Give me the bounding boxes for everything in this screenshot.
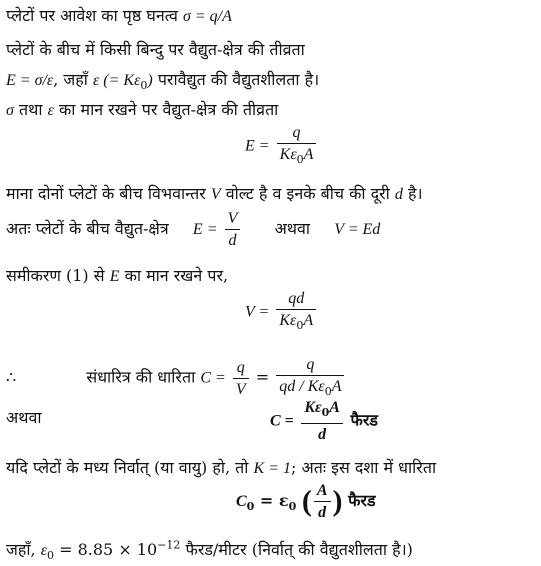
math: E = σ/ε xyxy=(6,72,54,89)
text: है। xyxy=(408,184,423,203)
math: V = Ed xyxy=(334,221,381,238)
denominator: V xyxy=(235,380,246,398)
fraction xyxy=(301,397,343,445)
numerator: V xyxy=(227,210,238,227)
value: = 8.85 × 10 xyxy=(59,540,158,559)
line-6 xyxy=(6,182,423,204)
lhs: E = xyxy=(245,137,270,155)
text: तथा xyxy=(18,100,43,119)
subscript: 0 xyxy=(321,406,330,420)
equals: = xyxy=(255,367,270,387)
equation-e-field xyxy=(245,122,318,170)
line-8 xyxy=(6,264,228,286)
denominator-tail: A xyxy=(303,312,314,329)
denominator-tail: A xyxy=(303,146,314,163)
line-10 xyxy=(6,354,346,402)
subscript: 0 xyxy=(140,79,148,93)
text: का मान रखने पर वैद्युत-क्षेत्र की तीव्रता xyxy=(58,100,279,119)
fraction-2 xyxy=(276,354,344,402)
numerator: q xyxy=(292,124,301,141)
denominator: Kε xyxy=(279,312,297,329)
equation-capacitance xyxy=(270,397,378,445)
lhs: C = xyxy=(200,369,226,387)
denominator-tail: A xyxy=(331,378,342,395)
text: प्लेटों पर आवेश का पृष्ठ घनत्व xyxy=(6,6,178,25)
lhs: E = xyxy=(192,221,218,238)
unit: फैरड xyxy=(350,410,378,430)
math: K = 1 xyxy=(253,460,291,477)
line-7 xyxy=(6,208,380,251)
text: ; अतः इस दशा में धारिता xyxy=(291,458,437,477)
math: σ = q/A xyxy=(182,8,232,25)
text: का मान रखने पर, xyxy=(124,266,229,285)
subscript: 0 xyxy=(246,500,255,514)
text: यदि प्लेटों के मध्य निर्वात् (या वायु) हो, तो xyxy=(6,458,249,477)
exponent: −12 xyxy=(157,538,181,552)
lhs: C xyxy=(236,493,247,510)
denominator: d xyxy=(318,426,327,444)
math: d xyxy=(394,186,403,203)
subscript: 0 xyxy=(296,153,304,167)
denominator: qd / Kε xyxy=(279,378,325,395)
text: फैरड/मीटर (निर्वात् की वैद्युतशीलता है।) xyxy=(185,540,413,559)
subscript: 0 xyxy=(324,385,332,399)
math: σ xyxy=(6,102,14,119)
math: ε xyxy=(47,102,54,119)
fraction xyxy=(314,480,331,523)
text: अतः प्लेटों के बीच वैद्युत-क्षेत्र xyxy=(6,219,169,238)
numerator: q xyxy=(306,356,315,373)
line-14 xyxy=(6,538,413,562)
text: , जहाँ xyxy=(53,70,88,89)
line-3 xyxy=(6,68,319,92)
numerator: qd xyxy=(288,290,305,307)
equals: = ε xyxy=(259,491,289,510)
lhs: C = xyxy=(270,412,294,430)
line-4 xyxy=(6,98,278,120)
numerator: A xyxy=(316,482,328,499)
lhs: V = xyxy=(245,303,270,321)
line-2 xyxy=(6,38,305,60)
denominator: d xyxy=(228,232,237,249)
fraction xyxy=(276,288,316,336)
line-12 xyxy=(6,456,436,478)
math: ε (= Kε xyxy=(93,72,141,89)
text: प्लेटों के बीच में किसी बिन्दु पर वैद्युत-क्षेत्र की तीव्रता xyxy=(6,40,305,59)
fraction xyxy=(225,208,241,251)
denominator: Kε xyxy=(279,146,297,163)
text: परावैद्युत की वैद्युतशीलता है। xyxy=(157,70,320,89)
unit: फैरड xyxy=(348,491,376,510)
text: वोल्ट है व इनके बीच की दूरी xyxy=(225,184,390,203)
line-11 xyxy=(6,406,42,428)
subscript: 0 xyxy=(288,500,297,514)
fraction-1 xyxy=(233,357,249,400)
subscript: 0 xyxy=(296,319,304,333)
therefore-symbol: ∴ xyxy=(6,367,17,387)
text: जहाँ, xyxy=(6,540,36,559)
text: माना दोनों प्लेटों के बीच विभवान्तर xyxy=(6,184,206,203)
fraction xyxy=(277,122,317,170)
equation-vacuum-capacitance: $C_0 = \varepsilon_0$ ( $\frac{A}{d}$ ) फैरड xyxy=(236,482,376,521)
text: समीकरण (1) से xyxy=(6,266,105,285)
math: E xyxy=(109,268,120,285)
text: अथवा xyxy=(274,219,311,238)
math: V xyxy=(210,186,221,203)
numerator: Kε xyxy=(304,399,322,416)
numerator-tail: A xyxy=(329,399,340,416)
math: ε xyxy=(40,542,48,559)
subscript: 0 xyxy=(47,549,55,563)
denominator: d xyxy=(318,504,327,521)
math: ) xyxy=(147,72,153,89)
text: अथवा xyxy=(6,408,42,427)
numerator: q xyxy=(236,358,245,376)
line-1 xyxy=(6,4,232,26)
equation-voltage xyxy=(245,288,318,336)
text: संधारित्र की धारिता xyxy=(86,367,196,387)
